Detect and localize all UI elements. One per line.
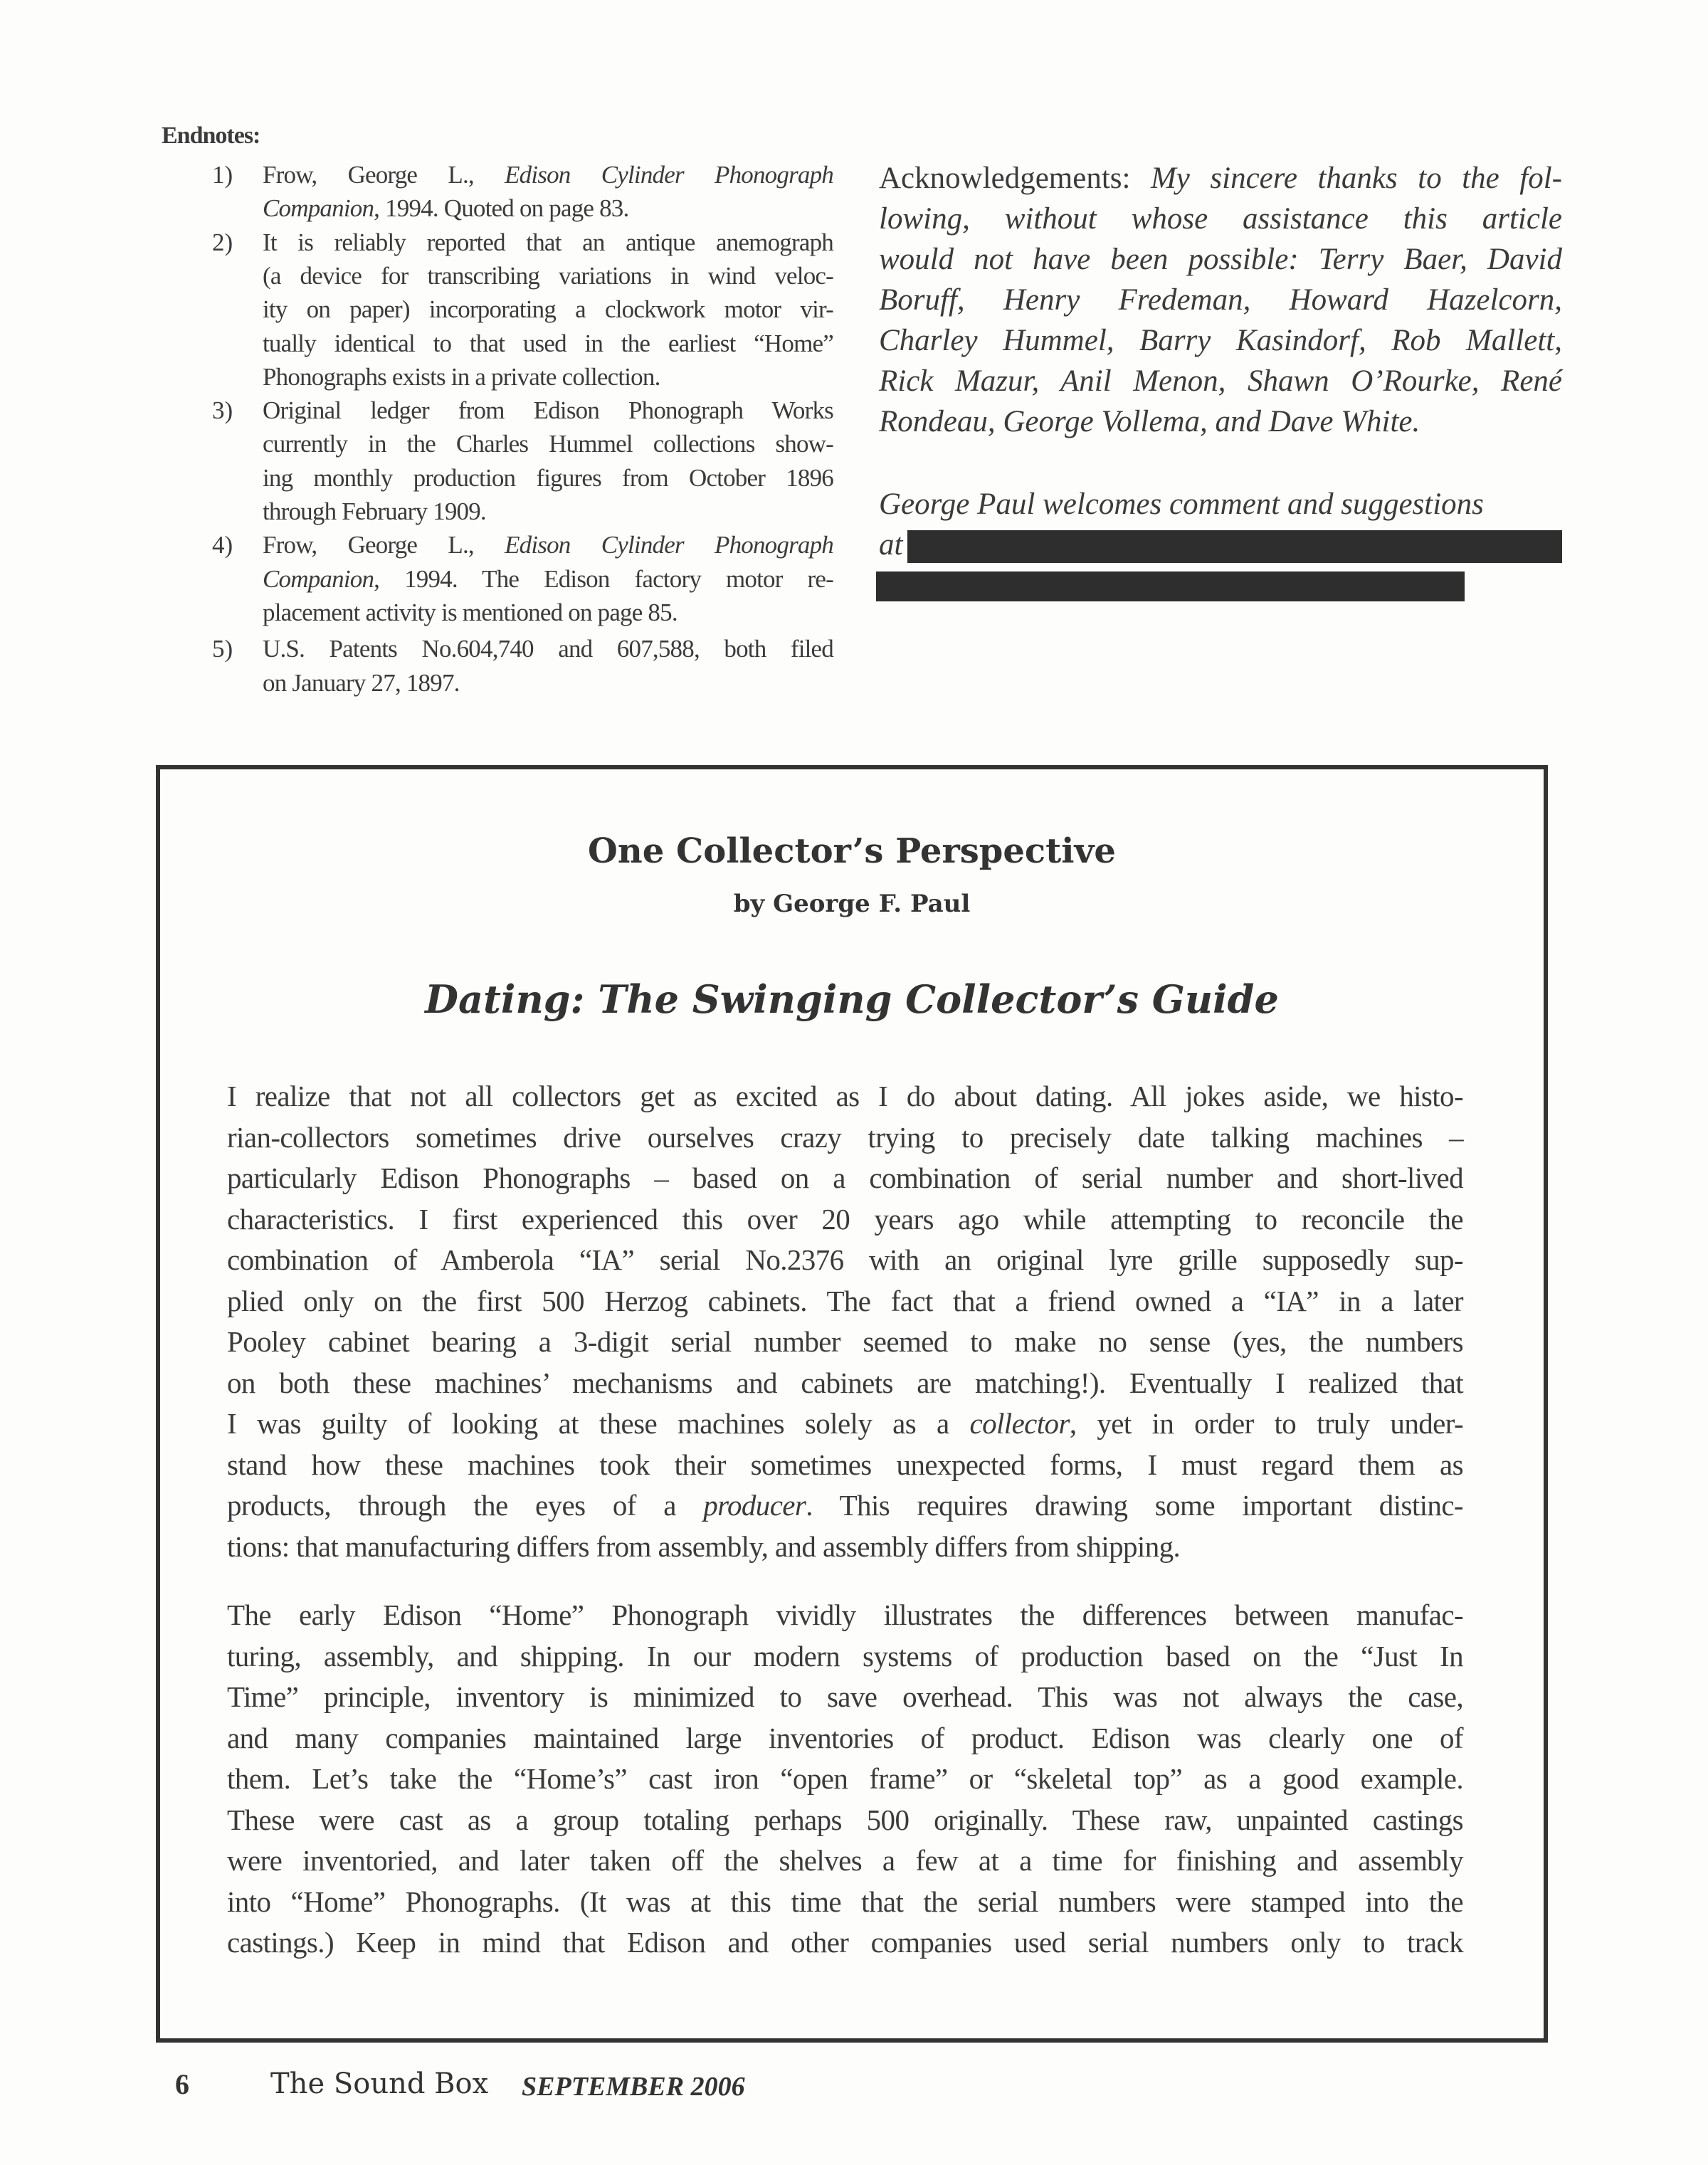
- text-line: [227, 1677, 1463, 1717]
- text-line: [227, 1527, 1463, 1567]
- contact-line: [879, 484, 1562, 525]
- text-line: [263, 394, 833, 427]
- text-line: [263, 632, 833, 665]
- text-line: [227, 1595, 1463, 1635]
- text-segment: (a device for transcribing variations in wind veloc-: [263, 261, 833, 290]
- text-segment: Frow, George L.,: [263, 531, 505, 559]
- column-title: One Collector’s Perspective: [588, 831, 1116, 871]
- text-line: [263, 666, 833, 700]
- text-segment: combination of Amberola “IA” serial No.2376 with an original lyre grille supposedly sup-: [227, 1243, 1463, 1276]
- text-segment: on January 27, 1897.: [263, 668, 460, 697]
- text-segment: ity on paper) incorporating a clockwork motor vir-: [263, 295, 833, 324]
- text-segment: Acknowledgements:: [879, 162, 1151, 195]
- text-line: [227, 1718, 1463, 1759]
- text-line: [227, 1076, 1463, 1117]
- text-segment: Phonographs exists in a private collection.: [263, 362, 660, 391]
- text-segment: were inventoried, and later taken off the shelves a few at a time for finishing and assembly: [227, 1844, 1463, 1877]
- article-title: Dating: The Swinging Collector’s Guide: [425, 976, 1279, 1022]
- contact-at-text: at: [879, 528, 903, 562]
- text-line: [263, 293, 833, 326]
- text-line: [263, 528, 833, 562]
- text-line: [263, 191, 833, 225]
- endnotes-heading: Endnotes:: [162, 122, 260, 149]
- text-segment: characteristics. I first experienced this over 20 years ago while attempting to reconcile the: [227, 1202, 1463, 1236]
- text-line: [263, 226, 833, 259]
- publication-name: The Sound Box: [270, 2067, 489, 2100]
- text-line: [263, 461, 833, 495]
- text-segment: . This requires drawing some important distinc-: [806, 1489, 1463, 1522]
- text-line: [879, 401, 1562, 442]
- text-segment: through February 1909.: [263, 497, 486, 525]
- text-segment: Frow, George L.,: [263, 161, 505, 189]
- italic-text: Rick Mazur, Anil Menon, Shawn O’Rourke, René: [879, 364, 1562, 398]
- text-line: [879, 280, 1562, 320]
- text-line: [263, 259, 833, 293]
- italic-text: would not have been possible: Terry Baer, David: [879, 243, 1562, 276]
- text-line: [227, 1281, 1463, 1322]
- text-line: [263, 327, 833, 360]
- text-line: [263, 562, 833, 596]
- text-segment: products, through the eyes of a: [227, 1489, 704, 1522]
- text-line: [227, 1445, 1463, 1485]
- text-segment: These were cast as a group totaling perhaps 500 originally. These raw, unpainted castings: [227, 1803, 1463, 1836]
- text-line: [263, 158, 833, 191]
- text-line: [879, 158, 1562, 199]
- text-segment: on both these machines’ mechanisms and cabinets are matching!). Eventually I realized that: [227, 1366, 1463, 1399]
- text-segment: I was guilty of looking at these machines solely as a: [227, 1407, 970, 1440]
- text-segment: Original ledger from Edison Phonograph Works: [263, 396, 833, 425]
- text-segment: , yet in order to truly under-: [1069, 1407, 1464, 1440]
- text-line: [879, 199, 1562, 239]
- text-line: [227, 1636, 1463, 1677]
- text-segment: particularly Edison Phonographs – based on a combination of serial number and short-lived: [227, 1161, 1463, 1194]
- text-line: [227, 1882, 1463, 1922]
- text-segment: The early Edison “Home” Phonograph vividly illustrates the differences between manufac-: [227, 1598, 1463, 1631]
- text-segment: , 1994. The Edison factory motor re-: [374, 564, 833, 593]
- text-segment: plied only on the first 500 Herzog cabinets. The fact that a friend owned a “IA” in a later: [227, 1284, 1463, 1317]
- italic-text: producer: [703, 1489, 806, 1522]
- endnote-number: 2): [212, 228, 233, 256]
- text-line: [227, 1322, 1463, 1362]
- italic-text: Boruff, Henry Fredeman, Howard Hazelcorn,: [879, 283, 1562, 317]
- text-segment: currently in the Charles Hummel collections show-: [263, 430, 833, 458]
- text-segment: and many companies maintained large inventories of product. Edison was clearly one of: [227, 1721, 1463, 1754]
- text-segment: , 1994. Quoted on page 83.: [374, 194, 629, 223]
- text-line: [227, 1240, 1463, 1280]
- text-segment: stand how these machines took their sometimes unexpected forms, I must regard them as: [227, 1448, 1463, 1481]
- text-line: [879, 320, 1562, 361]
- text-line: [263, 495, 833, 528]
- issue-date: SEPTEMBER 2006: [522, 2072, 745, 2102]
- italic-text: Charley Hummel, Barry Kasindorf, Rob Mallett,: [879, 324, 1562, 357]
- italic-text: My sincere thanks to the fol-: [1150, 162, 1562, 195]
- italic-text: Rondeau, George Vollema, and Dave White.: [879, 405, 1420, 438]
- page-number: 6: [175, 2068, 189, 2100]
- italic-text: Edison Cylinder Phonograph: [505, 161, 833, 189]
- text-line: [227, 1403, 1463, 1444]
- text-segment: rian-collectors sometimes drive ourselves crazy trying to precisely date talking machines –: [227, 1120, 1463, 1154]
- text-segment: turing, assembly, and shipping. In our modern systems of production based on the “Just In: [227, 1639, 1463, 1673]
- text-line: [879, 239, 1562, 280]
- text-line: [879, 361, 1562, 401]
- text-line: [227, 1199, 1463, 1240]
- endnote-number: 5): [212, 635, 233, 663]
- text-segment: Time” principle, inventory is minimized to save overhead. This was not always the case,: [227, 1680, 1463, 1713]
- redacted-contact-bar: [907, 530, 1562, 563]
- redacted-contact-bar: [876, 571, 1465, 601]
- text-segment: tions: that manufacturing differs from assembly, and assembly differs from shipping.: [227, 1529, 1181, 1563]
- italic-text: Companion: [263, 194, 374, 223]
- text-segment: placement activity is mentioned on page 85.: [263, 598, 678, 626]
- text-line: [227, 1922, 1463, 1963]
- endnote-number: 3): [212, 396, 233, 425]
- byline: by George F. Paul: [733, 890, 971, 918]
- text-segment: Pooley cabinet bearing a 3-digit serial number seemed to make no sense (yes, the numbers: [227, 1325, 1463, 1358]
- text-line: [227, 1117, 1463, 1158]
- text-line: [263, 596, 833, 629]
- text-segment: castings.) Keep in mind that Edison and other companies used serial numbers only to track: [227, 1926, 1463, 1959]
- italic-text: lowing, without whose assistance this article: [879, 202, 1562, 236]
- text-segment: ing monthly production figures from October 1896: [263, 463, 833, 492]
- text-segment: into “Home” Phonographs. (It was at this time that the serial numbers were stamped into the: [227, 1885, 1463, 1918]
- text-line: [227, 1800, 1463, 1840]
- text-line: [227, 1840, 1463, 1881]
- text-line: [227, 1759, 1463, 1799]
- endnote-number: 1): [212, 161, 233, 189]
- contact-text: George Paul welcomes comment and suggestions: [879, 488, 1484, 521]
- text-line: [263, 427, 833, 460]
- endnote-number: 4): [212, 531, 233, 559]
- text-line: [227, 1485, 1463, 1526]
- text-segment: them. Let’s take the “Home’s” cast iron “open frame” or “skeletal top” as a good example.: [227, 1762, 1463, 1795]
- text-line: [227, 1363, 1463, 1403]
- italic-text: Edison Cylinder Phonograph: [505, 531, 833, 559]
- text-line: [227, 1158, 1463, 1199]
- text-segment: U.S. Patents No.604,740 and 607,588, both filed: [263, 635, 833, 663]
- text-segment: It is reliably reported that an antique anemograph: [263, 228, 833, 256]
- italic-text: Companion: [263, 564, 374, 593]
- italic-text: collector: [969, 1407, 1070, 1440]
- text-segment: tually identical to that used in the earliest “Home”: [263, 329, 833, 357]
- text-segment: I realize that not all collectors get as excited as I do about dating. All jokes aside, we histo-: [227, 1080, 1463, 1112]
- text-line: [263, 360, 833, 394]
